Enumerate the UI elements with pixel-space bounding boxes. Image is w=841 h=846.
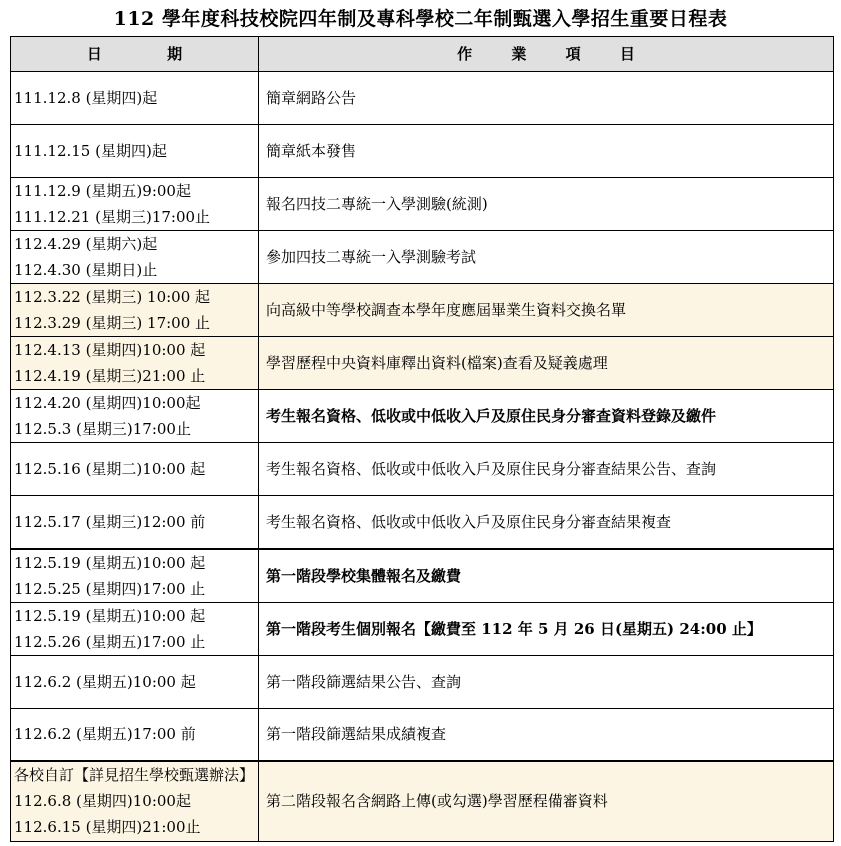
date-cell: 112.5.17 (星期三)12:00 前: [11, 496, 259, 549]
date-cell: 各校自訂【詳見招生學校甄選辦法】 112.6.8 (星期四)10:00起 112.6.15 (星期四)21:00止: [11, 761, 259, 841]
column-header-date: 日 期: [11, 37, 259, 72]
date-cell: 111.12.9 (星期五)9:00起 111.12.21 (星期三)17:00止: [11, 178, 259, 231]
task-cell: 簡章網路公告: [259, 72, 834, 125]
column-header-task: 作 業 項 目: [259, 37, 834, 72]
task-cell: 簡章紙本發售: [259, 125, 834, 178]
task-cell: 向高級中等學校調查本學年度應屆畢業生資料交換名單: [259, 284, 834, 337]
table-row: [11, 72, 834, 125]
task-cell: 報名四技二專統一入學測驗(統測): [259, 178, 834, 231]
page-title: 112 學年度科技校院四年制及專科學校二年制甄選入學招生重要日程表: [113, 8, 728, 30]
task-cell: 參加四技二專統一入學測驗考試: [259, 231, 834, 284]
date-cell: 112.5.16 (星期二)10:00 起: [11, 443, 259, 496]
date-cell: 112.3.22 (星期三) 10:00 起 112.3.29 (星期三) 17:00 止: [11, 284, 259, 337]
table-row: [11, 708, 834, 761]
task-cell: 第一階段考生個別報名【繳費至 112 年 5 月 26 日(星期五) 24:00 止】: [259, 602, 834, 655]
table-header-row: [11, 37, 834, 72]
task-cell: 考生報名資格、低收或中低收入戶及原住民身分審查結果複查: [259, 496, 834, 549]
task-cell: 第一階段篩選結果成績複查: [259, 708, 834, 761]
table-row: [11, 284, 834, 337]
table-row: [11, 496, 834, 549]
table-row: [11, 602, 834, 655]
task-cell: 考生報名資格、低收或中低收入戶及原住民身分審查資料登錄及繳件: [259, 390, 834, 443]
task-cell: 第一階段學校集體報名及繳費: [259, 549, 834, 603]
table-row: [11, 125, 834, 178]
date-cell: 111.12.15 (星期四)起: [11, 125, 259, 178]
date-cell: 112.5.19 (星期五)10:00 起 112.5.26 (星期五)17:00 止: [11, 602, 259, 655]
task-cell: 學習歷程中央資料庫釋出資料(檔案)查看及疑義處理: [259, 337, 834, 390]
table-row: [11, 443, 834, 496]
table-row: [11, 655, 834, 708]
task-cell: 第一階段篩選結果公告、查詢: [259, 655, 834, 708]
date-cell: 111.12.8 (星期四)起: [11, 72, 259, 125]
table-row: [11, 178, 834, 231]
date-cell: 112.6.2 (星期五)10:00 起: [11, 655, 259, 708]
task-cell: 第二階段報名含網路上傳(或勾選)學習歷程備審資料: [259, 761, 834, 841]
table-row: [11, 390, 834, 443]
date-cell: 112.4.20 (星期四)10:00起 112.5.3 (星期三)17:00止: [11, 390, 259, 443]
table-row: [11, 549, 834, 603]
date-cell: 112.5.19 (星期五)10:00 起 112.5.25 (星期四)17:00 止: [11, 549, 259, 603]
date-cell: 112.4.29 (星期六)起 112.4.30 (星期日)止: [11, 231, 259, 284]
task-cell: 考生報名資格、低收或中低收入戶及原住民身分審查結果公告、查詢: [259, 443, 834, 496]
date-cell: 112.6.2 (星期五)17:00 前: [11, 708, 259, 761]
table-row: [11, 337, 834, 390]
schedule-table: [10, 36, 834, 842]
table-row: [11, 231, 834, 284]
table-row: [11, 761, 834, 841]
date-cell: 112.4.13 (星期四)10:00 起 112.4.19 (星期三)21:00 止: [11, 337, 259, 390]
